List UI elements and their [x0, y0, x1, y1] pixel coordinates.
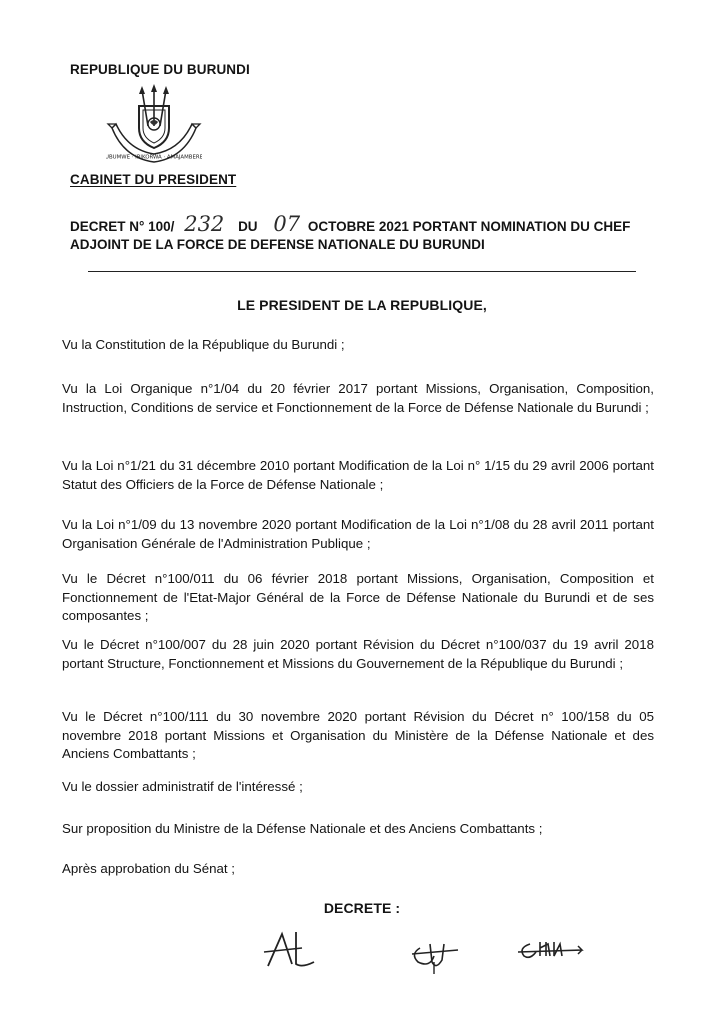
recital-proposition: Sur proposition du Ministre de la Défense Nationale et des Anciens Combattants ;: [62, 821, 543, 836]
recital-constitution: Vu la Constitution de la République du Burundi ;: [62, 337, 345, 352]
initials-signature-2: [406, 934, 462, 976]
recital-loi-1-21: Vu la Loi n°1/21 du 31 décembre 2010 portant Modification de la Loi n° 1/15 du 29 avril 2006 portant Statut des Officiers de la Force de Défense Nationale ;: [62, 458, 654, 492]
title-divider: [88, 271, 636, 272]
initials-signature-1: [262, 928, 332, 974]
emblem-motto: UBUMWE · IBIKORWA · AMAJAMBERE: [106, 154, 202, 161]
recital-decret-100-007: Vu le Décret n°100/007 du 28 juin 2020 portant Révision du Décret n°100/037 du 19 avril 2018 portant Structure, Fonctionnement et Missions du Gouvernement de la République du Burundi ;: [62, 637, 654, 671]
recital-decret-100-011: Vu le Décret n°100/011 du 06 février 2018 portant Missions, Organisation, Composition et Fonctionnement de l'Etat-Major Général de la Force de Défense Nationale du Burundi et de ses composantes ;: [62, 571, 654, 623]
recital-dossier: Vu le dossier administratif de l'intéressé ;: [62, 779, 303, 794]
cabinet-heading: CABINET DU PRESIDENT: [70, 172, 237, 187]
decree-title-line1: [70, 212, 630, 236]
national-emblem: [106, 84, 202, 166]
decree-prefix: DECRET N° 100/: [70, 219, 175, 234]
decree-number-handwritten: 232: [184, 212, 225, 236]
decree-title-line2: ADJOINT DE LA FORCE DE DEFENSE NATIONALE DU BURUNDI: [70, 237, 485, 252]
republic-heading: REPUBLIQUE DU BURUNDI: [70, 62, 250, 77]
recital-loi-organique: Vu la Loi Organique n°1/04 du 20 février 2017 portant Missions, Organisation, Composition, Instruction, Conditions de service et Fonctionnement de la Force de Défense Nationale du Burundi ;: [62, 381, 654, 415]
initials-signature-3: [514, 934, 590, 968]
decree-title-rest: OCTOBRE 2021 PORTANT NOMINATION DU CHEF: [307, 219, 631, 234]
recital-senat: Après approbation du Sénat ;: [62, 861, 235, 876]
decrete-heading: DECRETE :: [323, 900, 401, 916]
recital-loi-1-09: Vu la Loi n°1/09 du 13 novembre 2020 portant Modification de la Loi n°1/08 du 28 avril 2011 portant Organisation Générale de l'Administration Publique ;: [62, 517, 654, 551]
decree-du: DU: [238, 219, 258, 234]
president-heading: LE PRESIDENT DE LA REPUBLIQUE,: [237, 297, 487, 313]
decree-day-handwritten: 07: [273, 212, 301, 236]
recital-decret-100-111: Vu le Décret n°100/111 du 30 novembre 2020 portant Révision du Décret n° 100/158 du 05 novembre 2018 portant Missions et Organisation du Ministère de la Défense Nationale et des Anciens Combattants ;: [62, 709, 654, 761]
